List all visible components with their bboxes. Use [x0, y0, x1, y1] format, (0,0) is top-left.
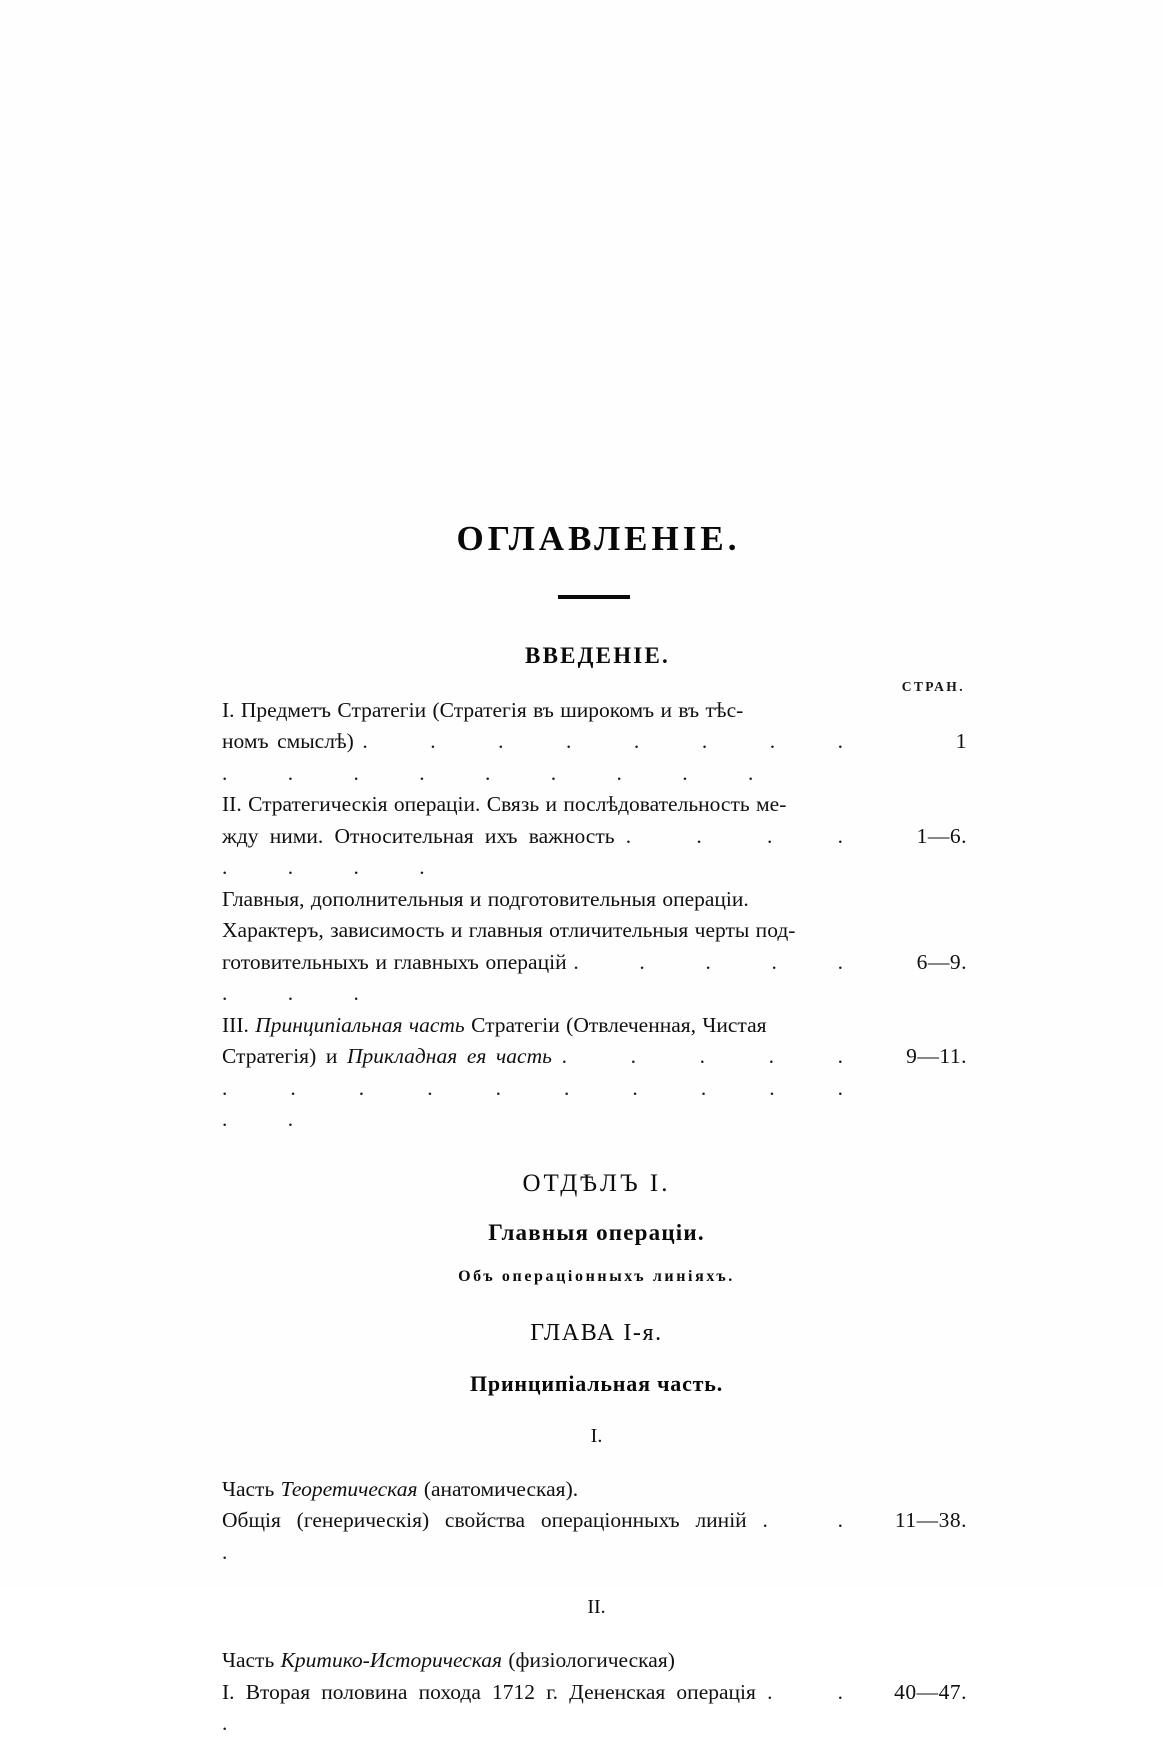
- part-two-rest: (физiологическая): [502, 1648, 675, 1672]
- toc-entry-part-two-line2: [222, 1677, 870, 1740]
- toc-entry-glavnyja: [222, 884, 967, 916]
- toc-entry-iii-line1: [222, 1010, 870, 1042]
- part-two-line2-text: I. Вторая половина похода 1712 г. Дененская операцiя: [222, 1679, 756, 1704]
- toc-entry-iii-italic-2: Прикладная ея часть: [347, 1044, 552, 1068]
- toc-entry-ii: [222, 789, 967, 884]
- page-column-header: СТРАН.: [901, 678, 965, 694]
- chapter-subheading-principialnaya: Принципiальная часть.: [470, 1370, 723, 1396]
- toc-entry-i-line2-text: номъ смыслѣ): [222, 729, 354, 753]
- toc-entry-part-one: [222, 1474, 967, 1569]
- chapter-heading-glava: ГЛАВА I-я.: [530, 1319, 663, 1346]
- dot-leader: . . . . . . . . . . . . . . . . .: [222, 1044, 871, 1131]
- toc-entry-harakter-pages: 6—9.: [916, 949, 967, 974]
- dot-leader: . . .: [222, 1508, 871, 1564]
- toc-entry-ii-line2-text: жду ними. Относительная ихъ важность: [222, 823, 615, 848]
- toc-entry-iii-pages: 9—11.: [906, 1044, 967, 1068]
- toc-entry-i: [222, 695, 967, 790]
- part-two-italic: Критико-Историческая: [280, 1648, 503, 1672]
- toc-entry-ii-line1: II. Стратегическiя операцiи. Связь и послѣдовательность ме-: [222, 792, 787, 816]
- toc-entry-iii-line2: [222, 1041, 870, 1136]
- toc-entry-part-two-pages: 40—47.: [894, 1679, 967, 1704]
- toc-entry-part-one-line1: [222, 1474, 870, 1506]
- part-one-italic: Теоретическая: [280, 1476, 418, 1501]
- page-title: ОГЛАВЛЕНIЕ.: [456, 519, 741, 558]
- toc-entry-ii-line2: [222, 821, 870, 884]
- toc-entry-part-one-pages: 11—38.: [894, 1508, 967, 1532]
- toc-entry-ii-pages: 1—6.: [916, 823, 967, 848]
- part-one-rest: (анатомическая).: [417, 1476, 579, 1501]
- section-subheading-glavnye-operacii: Главныя операцiи.: [488, 1219, 705, 1245]
- part-one-line2-text: Общiя (генерическiя) свойства операцiонныхъ линiй: [222, 1508, 747, 1532]
- dot-leader: . . . . . . . .: [222, 949, 871, 1005]
- dot-leader: . . . . . . . .: [222, 823, 871, 879]
- toc-entry-harakter-line2-text: готовительныхъ и главныхъ операцiй: [222, 949, 567, 974]
- dot-leader: . . .: [222, 1679, 870, 1735]
- toc-entry-i-pages: 1: [955, 729, 967, 753]
- toc-content: [222, 520, 967, 1740]
- toc-entry-i-line2: [222, 726, 870, 789]
- section-heading-otdel: ОТДѢЛЪ I.: [522, 1169, 671, 1197]
- toc-entry-part-one-line2: [222, 1505, 870, 1568]
- dot-leader: . . . . . . . . . . . . . . . . .: [222, 729, 870, 785]
- toc-entry-harakter: [222, 915, 967, 1010]
- part-numeral-two: II.: [587, 1596, 606, 1618]
- toc-entry-harakter-line1: Характеръ, зависимость и главныя отличительныя черты под-: [222, 918, 796, 942]
- toc-entry-i-line1: I. Предметъ Стратегiи (Стратегiя въ широкомъ и въ тѣс-: [222, 697, 744, 722]
- toc-entry-iii-lead-2: Стратегiя) и: [222, 1044, 348, 1068]
- part-one-lead: Часть: [222, 1476, 281, 1501]
- title-divider-rule: [558, 595, 630, 599]
- toc-entry-part-two-line1: [222, 1645, 870, 1677]
- toc-entry-iii-italic-1: Принципiальная часть: [255, 1012, 465, 1037]
- toc-entry-harakter-line2: [222, 947, 870, 1010]
- toc-entry-part-two: [222, 1645, 967, 1740]
- section-heading-introduction: ВВЕДЕНIЕ.: [525, 642, 670, 668]
- toc-entry-glavnyja-line1: Главныя, дополнительныя и подготовительныя операцiи.: [222, 886, 749, 911]
- part-two-lead: Часть: [222, 1648, 281, 1672]
- toc-entry-iii-numeral: III.: [222, 1012, 256, 1037]
- section-topic-operational-lines: Объ операцiонныхъ линiяхъ.: [458, 1267, 735, 1285]
- toc-entry-iii: [222, 1010, 967, 1136]
- part-numeral-one: I.: [590, 1424, 603, 1447]
- toc-entry-iii-rest-1: Стратегiи (Отвлеченная, Чистая: [464, 1012, 767, 1037]
